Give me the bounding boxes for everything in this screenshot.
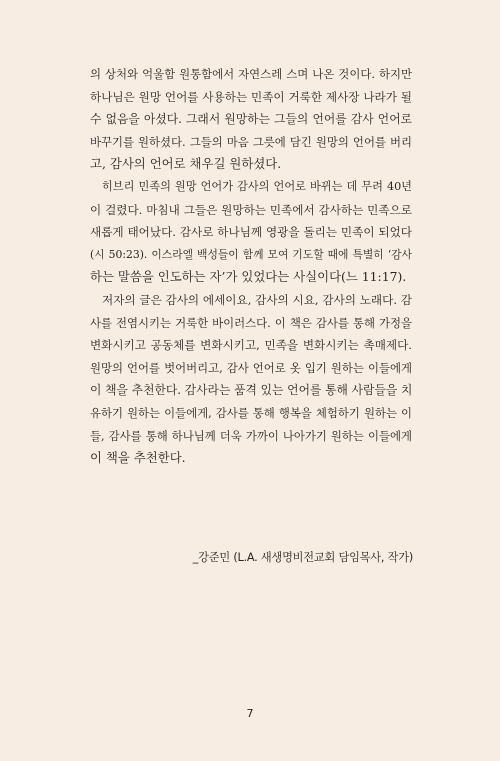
text-line: (시 50:23). 이스라엘 백성들이 함께 모여 기도할 때에 특별히 ‘감사 <box>90 247 412 261</box>
text-line: 변화시키고 공동체를 변화시키고, 민족을 변화시키는 촉매제다. <box>90 338 412 353</box>
text-line: 사를 전염시키는 거룩한 바이러스다. 이 책은 감사를 통해 가정을 <box>90 315 412 330</box>
text-line: 의 상처와 억울함 원통함에서 자연스레 스며 나온 것이다. 하지만 <box>90 67 412 81</box>
text-line: 하는 말씀을 인도하는 자’가 있었다는 사실이다(느 11:17). <box>90 269 407 285</box>
text-line: 저자의 글은 감사의 에세이요, 감사의 시요, 감사의 노래다. 감 <box>102 292 412 307</box>
text-line: 유하기 원하는 이들에게, 감사를 통해 행복을 체험하기 원하는 이 <box>90 405 412 420</box>
body-text <box>90 63 412 470</box>
text-line: 하나님은 원망 언어를 사용하는 민족이 거룩한 제사장 나라가 될 <box>90 89 412 104</box>
text-line: 새롭게 태어났다. 감사로 하나님께 영광을 돌리는 민족이 되었다 <box>90 225 412 240</box>
text-line: 이 걸렸다. 마침내 그들은 원망하는 민족에서 감사하는 민족으로 <box>90 202 412 217</box>
author-signature: _강준민 (L.A. 새생명비전교회 담임목사, 작가) <box>192 551 413 564</box>
text-line: 이 책을 추천한다. 감사라는 품격 있는 언어를 통해 사람들을 치 <box>90 383 413 398</box>
text-line: 바꾸기를 원하셨다. 그들의 마음 그릇에 담긴 원망의 언어를 버리 <box>90 134 412 149</box>
text-line: 원망의 언어를 벗어버리고, 감사 언어로 옷 입기 원하는 이들에게 <box>90 360 412 375</box>
text-line: 수 없음을 아셨다. 그래서 원망하는 그들의 언어를 감사 언어로 <box>90 112 412 127</box>
page-number: 7 <box>246 707 254 720</box>
text-line: 들, 감사를 통해 하나님께 더욱 가까이 나아가기 원하는 이들에게 <box>90 428 412 443</box>
text-line: 이 책을 추천한다. <box>90 450 186 466</box>
text-line: 고, 감사의 언어로 채우길 원하셨다. <box>90 156 282 172</box>
text-line: 히브리 민족의 원망 언어가 감사의 언어로 바뀌는 데 무려 40년 <box>102 179 412 193</box>
